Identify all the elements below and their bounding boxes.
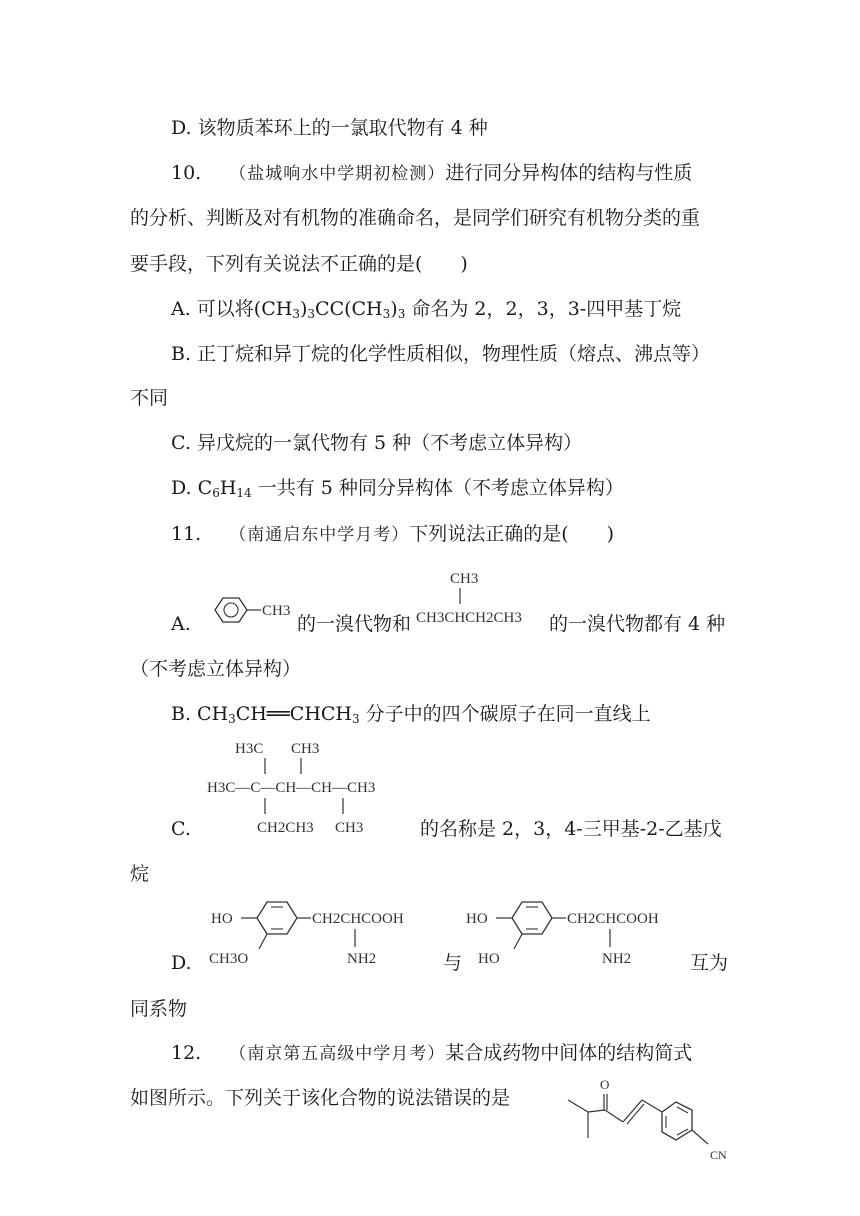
q12-source: （南京第五高级中学月考）: [229, 1044, 446, 1064]
q10-source: （盐城响水中学期初检测）: [229, 164, 446, 184]
c-top-ch3: CH3: [291, 741, 320, 757]
q11-option-c-structure: [205, 736, 425, 842]
q11-stem-text: 下列说法正确的是( ): [409, 523, 615, 545]
q11-option-a-text2: 的一溴代物都有 4 种: [549, 613, 726, 635]
q11-option-d-structure-2: [462, 897, 697, 977]
q12-stem-line2: 如图所示。下列关于该化合物的说法错误的是: [130, 1087, 511, 1109]
q10-stem-line3: 要手段，下列有关说法不正确的是( ): [130, 253, 468, 275]
q10-stem-line2: 的分析、判断及对有机物的准确命名，是同学们研究有机物分类的重: [130, 207, 701, 229]
q11-option-c-text: 的名称是 2，3，4-三甲基-2-乙基戊: [420, 818, 722, 840]
q11-option-a-text1: 的一溴代物和: [297, 613, 412, 635]
q10-option-b-line1: B. 正丁烷和异丁烷的化学性质相似，物理性质（熔点、沸点等）: [171, 343, 711, 365]
d1-nh2: NH2: [347, 951, 377, 967]
isopentane-structure: [414, 566, 549, 632]
c-bottom-ethyl: CH2CH3: [257, 820, 314, 836]
q11-option-a-line2: （不考虑立体异构）: [130, 658, 302, 680]
q9-option-d: D. 该物质苯环上的一氯取代物有 4 种: [171, 117, 488, 139]
q11-option-d-with: 与: [443, 952, 463, 974]
q10-stem-text1: 进行同分异构体的结构与性质: [445, 162, 693, 184]
q11-option-d-label: D.: [171, 952, 192, 974]
c-top-h3c: H3C: [235, 741, 264, 757]
d2-ho: HO: [466, 911, 488, 927]
q10-option-b-line2: 不同: [130, 387, 169, 409]
d1-ho: HO: [211, 911, 233, 927]
c-main-chain: H3C—C—CH—CH—CH3: [207, 780, 376, 796]
q12-stem-line1: [171, 1040, 692, 1067]
c-bottom-ch3: CH3: [335, 820, 364, 836]
d2-ho2: HO: [478, 951, 500, 967]
q10-option-c: C. 异戊烷的一氯代物有 5 种（不考虑立体异构）: [171, 432, 583, 454]
q11-option-b: B. $CH_3CH══CHCH_3$ 分子中的四个碳原子在同一直线上: [171, 703, 651, 726]
d1-och3: CH3O: [209, 951, 249, 967]
q11-option-d-text: 互为: [690, 952, 729, 974]
q12-cn-label: CN: [710, 1148, 727, 1162]
toluene-ch3-label: CH3: [262, 603, 291, 619]
q12-number: 12.: [171, 1042, 202, 1064]
isopentane-branch-ch3: CH3: [450, 571, 479, 587]
q12-stem-text1: 某合成药物中间体的结构简式: [445, 1042, 693, 1064]
q10-number: 10.: [171, 162, 202, 184]
q11-number: 11.: [171, 523, 202, 545]
q11-option-a-label: A.: [171, 613, 191, 635]
isopentane-chain: CH3CHCH2CH3: [416, 610, 522, 626]
q11-option-c-line2: 烷: [130, 863, 150, 885]
q11-stem: [171, 521, 614, 548]
d1-chain: CH2CHCOOH: [312, 911, 404, 927]
d2-chain: CH2CHCOOH: [567, 911, 659, 927]
q10-stem-line1: [171, 160, 692, 187]
q11-option-d-line2: 同系物: [130, 998, 188, 1020]
q10-option-d: D. $C_6H_{14}$ 一共有 5 种同分异构体（不考虑立体异构）: [171, 477, 624, 500]
q12-oxygen-label: O: [600, 1077, 610, 1092]
q12-molecule-structure: [560, 1072, 740, 1164]
d2-nh2: NH2: [602, 951, 632, 967]
toluene-structure: [203, 592, 298, 632]
q11-option-c-label: C.: [171, 818, 191, 840]
q11-option-d-structure-1: [207, 897, 442, 977]
q11-source: （南通启东中学月考）: [229, 525, 410, 545]
q10-option-a: A. 可以将$(CH_3)_3CC(CH_3)_3$ 命名为 2，2，3，3-四甲基丁烷: [171, 298, 682, 321]
